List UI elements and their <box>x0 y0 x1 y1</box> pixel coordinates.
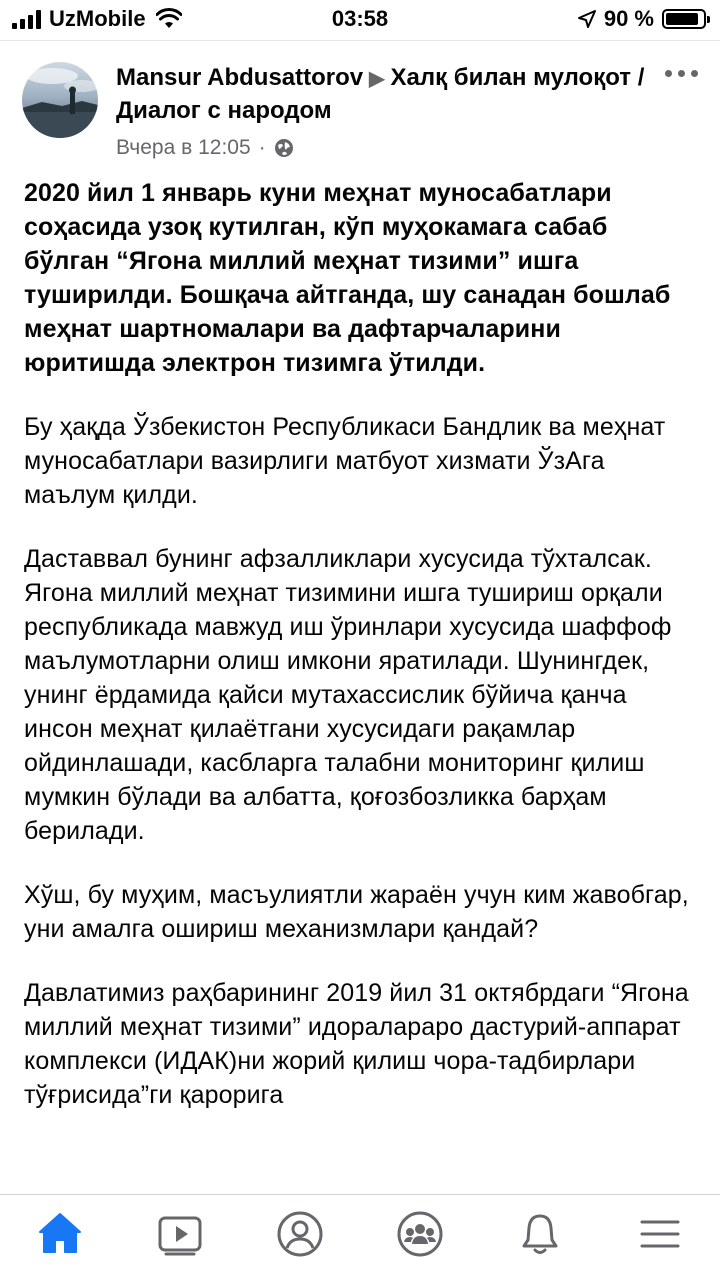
group-name[interactable]: Халқ билан мулоқот /Диалог с народом <box>116 64 645 124</box>
avatar-image <box>22 62 98 138</box>
more-options-icon[interactable] <box>665 70 698 77</box>
nav-video[interactable] <box>120 1195 240 1281</box>
post-title <box>116 62 656 127</box>
post-body <box>24 176 696 1142</box>
nav-menu[interactable] <box>600 1195 720 1281</box>
post-header <box>116 62 656 163</box>
arrow-right-icon: ▶ <box>369 68 385 90</box>
post-paragraph: Даставвал бунинг афзалликлари хусусида тўхталсак. Ягона миллий меҳнат тизимини ишга тушириш орқали республикада мавжуд иш ўринлари хусусида шаффоф маълумотларни олиш имкони яратилади. Шунингдек, унинг ёрдамида қайси мутахассислик бўйича қанча инсон меҳнат қилаётгани хусусидаги рақамлар ойдинлашади, касбларга талабни мониторинг қилиш мумкин бўлади ва албатта, қоғозбозликка барҳам берилади. <box>24 545 672 845</box>
nav-home[interactable] <box>0 1195 120 1281</box>
groups-icon <box>396 1210 444 1258</box>
home-icon <box>36 1210 84 1258</box>
post-paragraph: 2020 йил 1 январь куни меҳнат муносабатлари соҳасида узоқ кутилган, кўп муҳокамага сабаб бўлган “Ягона миллий меҳнат тизими” ишга туширилди. Бошқача айтганда, шу санадан бошлаб меҳнат шартномалари ва дафтарчаларини юритишда электрон тизимга ўтилди. <box>24 179 671 377</box>
status-time: 03:58 <box>331 6 389 31</box>
battery-percent: 90 % <box>603 6 654 31</box>
post-meta <box>116 133 656 163</box>
meta-separator: · <box>258 136 266 159</box>
carrier-name: UzMobile <box>49 6 146 31</box>
nav-profile[interactable] <box>240 1195 360 1281</box>
profile-icon <box>276 1210 324 1258</box>
post-paragraph: Хўш, бу муҳим, масъулиятли жараён учун ким жавобгар, уни амалга ошириш механизмлари қандай? <box>24 881 689 943</box>
post-paragraph: Бу ҳақда Ўзбекистон Республикаси Бандлик ва меҳнат муносабатлари вазирлиги матбуот хизмати ЎзАга маълум қилди. <box>24 413 666 509</box>
video-icon <box>156 1210 204 1258</box>
avatar[interactable] <box>22 62 98 138</box>
post-paragraph: Давлатимиз раҳбарининг 2019 йил 31 октябрдаги “Ягона миллий меҳнат тизими” идоралараро дастурий-аппарат комплекси (ИДАК)ни жорий қилиш чора-тадбирлари тўғрисида”ги қарорига <box>24 979 689 1109</box>
status-divider <box>0 40 720 41</box>
battery-fill <box>666 13 698 25</box>
nav-groups[interactable] <box>360 1195 480 1281</box>
battery-icon <box>662 9 706 29</box>
author-name[interactable]: Mansur Abdusattorov <box>116 64 364 91</box>
status-bar <box>0 0 720 40</box>
nav-notifications[interactable] <box>480 1195 600 1281</box>
notifications-icon <box>516 1210 564 1258</box>
menu-icon <box>636 1210 684 1258</box>
globe-icon <box>274 138 294 158</box>
location-arrow-icon <box>578 10 596 28</box>
bottom-nav <box>0 1194 720 1281</box>
status-right <box>578 6 706 32</box>
post-timestamp[interactable]: Вчера в 12:05 <box>116 136 251 159</box>
